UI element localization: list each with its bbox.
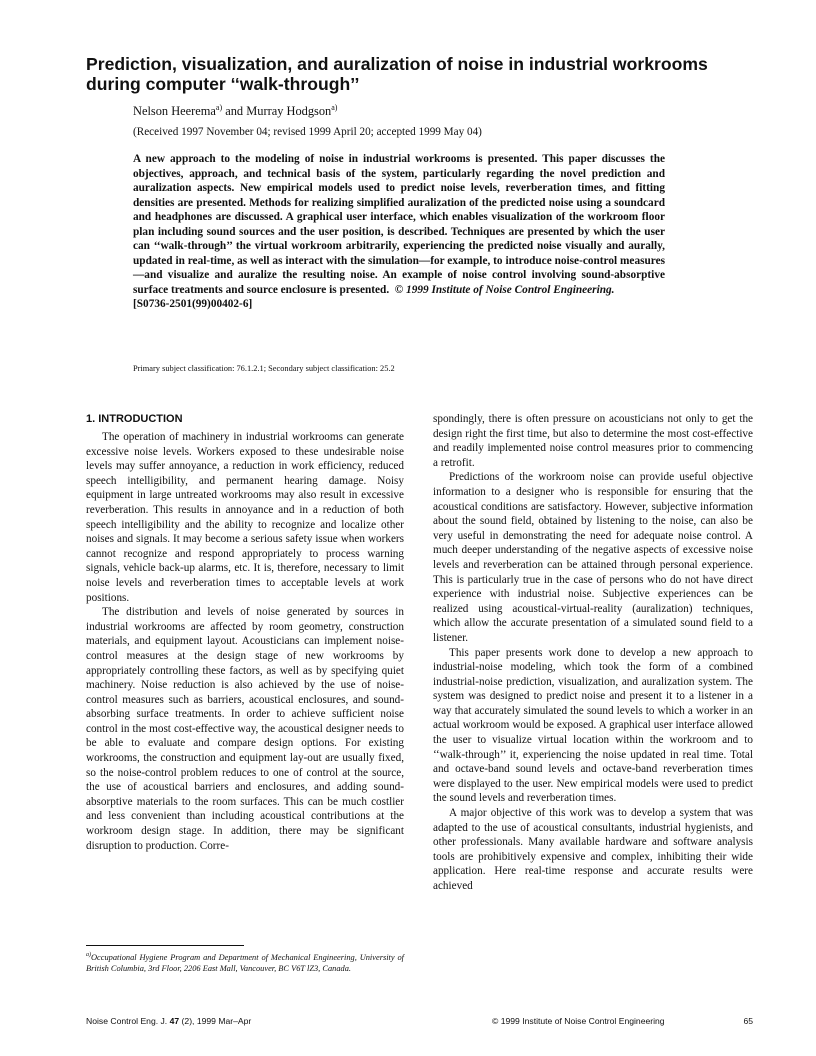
paragraph: A major objective of this work was to develop a system that was adapted to the use of acoustical consultants, industrial hygienists, and other professionals. Many available hardware and software analysis tools are prohibitively expensive and complex, inhibiting their wide application. Here real-time response and accurate results were achieved	[433, 807, 753, 892]
affiliation-mark: a)	[215, 103, 223, 112]
paragraph: The operation of machinery in industrial workrooms can generate excessive noise levels. Workers exposed to these undesirable noise levels may suffer annoyance, a reduction in work efficiency, reduced speech intelligibility, and permanent hearing damage. Noisy equipment in large untreated workrooms may also result in excessive reverberation. This results in annoyance and in a reduction of both speech intelligibility and the ability to recognize and localize other noises and signals. It may become a serious safety issue when workers cannot recognize and respond appropriately to process warning signals, vehicle back-up alarms, etc. It is, therefore, necessary to limit noise levels and reverberation times to acceptable levels at work positions.	[86, 431, 404, 604]
abstract-copyright: © 1999 Institute of Noise Control Engineering.	[394, 283, 615, 296]
right-column	[433, 412, 753, 894]
footer-journal	[86, 1015, 251, 1027]
abstract-body: A new approach to the modeling of noise in industrial workrooms is presented. This paper discusses the objectives, approach, and technical basis of the system, particularly regarding the novel prediction and auralization aspects. New empirical models used to predict noise levels, reverberation times, and fitting densities are presented. Methods for realizing simplified auralization of the predicted noise using a soundcard and headphones are discussed. A graphical user interface, which enables visualization of the workroom floor plan including sound sources and the user position, is described. Techniques are presented by which the user can ‘‘walk-through’’ the virtual workroom arbitrarily, experiencing the predicted noise visually and aurally, updated in real-time, as well as interact with the simulation—for example, to introduce noise-control measures—and visualize and auralize the resulting noise. An example of noise control involving sound-absorptive surface treatments and source enclosure is presented.	[133, 153, 665, 296]
author-name: Nelson Heerema	[133, 104, 216, 119]
footnote-rule	[86, 945, 244, 946]
journal-issue: (2), 1999 Mar–Apr	[181, 1016, 252, 1026]
footnote-text: Occupational Hygiene Program and Department of Mechanical Engineering, University of British Columbia, 3rd Floor, 2206 East Mall, Vancouver, BC V6T lZ3, Canada.	[86, 952, 404, 974]
footer-copyright: © 1999 Institute of Noise Control Engineering	[492, 1016, 665, 1026]
paragraph: The distribution and levels of noise generated by sources in industrial workrooms are affected by room geometry, construction materials, and equipment layout. Acousticians can implement noise-control measures at the design stage of new workrooms by appropriately controlling these factors, as well as by specifying quiet machinery. Noise reduction is also achieved by the use of noise-control measures such as barriers, acoustical enclosures, and sound-absorbing surface treatments. In order to achieve sufficient noise control in the most cost-effective way, the acoustical designer needs to be able to evaluate and compare design options. For existing workrooms, the construction and equipment lay-out are usually fixed, so the noise-control problem reduces to one of control at the source, the use of acoustical barriers and enclosures, and adding sound-absorptive materials to the room surfaces. This can be much costlier and less convenient than including acoustical contributions at the workroom design stage. In addition, there may be significant disruption to production. Corre-	[86, 606, 404, 852]
author-joiner: and	[222, 104, 247, 119]
paragraph: spondingly, there is often pressure on acousticians not only to get the design right the first time, but also to determine the most cost-effective and readily implemented noise control measures prior to commencing a retrofit.	[433, 413, 753, 469]
paper-title: Prediction, visualization, and auralization of noise in industrial workrooms during computer ‘‘walk-through’’	[86, 54, 708, 94]
page-number: 65	[743, 1016, 753, 1026]
left-column	[86, 412, 404, 853]
section-heading: 1. INTRODUCTION	[86, 413, 183, 425]
author-name: Murray Hodgson	[246, 104, 332, 119]
journal-volume: 47	[169, 1016, 180, 1026]
journal-name: Noise Control Eng. J.	[86, 1016, 168, 1026]
paragraph: This paper presents work done to develop a new approach to industrial-noise modeling, which took the form of a combined industrial-noise prediction, visualization, and auralization system. The system was designed to predict noise and present it to a listener in a way that accurately simulated the sound levels to which a worker in an actual workroom would be exposed. A graphical user interface allowed the user to visualize virtual location within the workroom and to ‘‘walk-through’’ it, experiencing the noise updated in real time. Total and octave-band sound levels and octave-band reverberation times were displayed to the user. New empirical models were used to predict the sound levels and reverberation times.	[433, 646, 753, 805]
abstract-doi: [S0736-2501(99)00402-6]	[133, 298, 253, 310]
affiliation-mark: a)	[331, 103, 338, 112]
author-line	[133, 100, 337, 119]
received-dates: (Received 1997 November 04; revised 1999 April 20; accepted 1999 May 04)	[133, 126, 482, 138]
footnote	[86, 950, 404, 975]
abstract	[133, 152, 665, 312]
paragraph: Predictions of the workroom noise can provide useful objective information to a designer who is responsible for ensuring that the acoustical conditions are satisfactory. However, subjective information about the sound field, obtained by listening to the noise, can also be very useful in demonstrating the need for adequate noise control. A much deeper understanding of the negative aspects of excessive noise levels and reverberation can be attained through personal experience. This is particularly true in the case of persons who do not have direct experience with industrial noise. Subjective experiences can be realized using acoustical-virtual-reality (auralization) techniques, which allow the accurate presentation of a simulated sound field to a listener.	[433, 471, 753, 644]
page-footer	[86, 1015, 753, 1029]
footnote-mark: a)	[86, 952, 91, 958]
subject-classification: Primary subject classification: 76.1.2.1; Secondary subject classification: 25.2	[133, 364, 395, 373]
